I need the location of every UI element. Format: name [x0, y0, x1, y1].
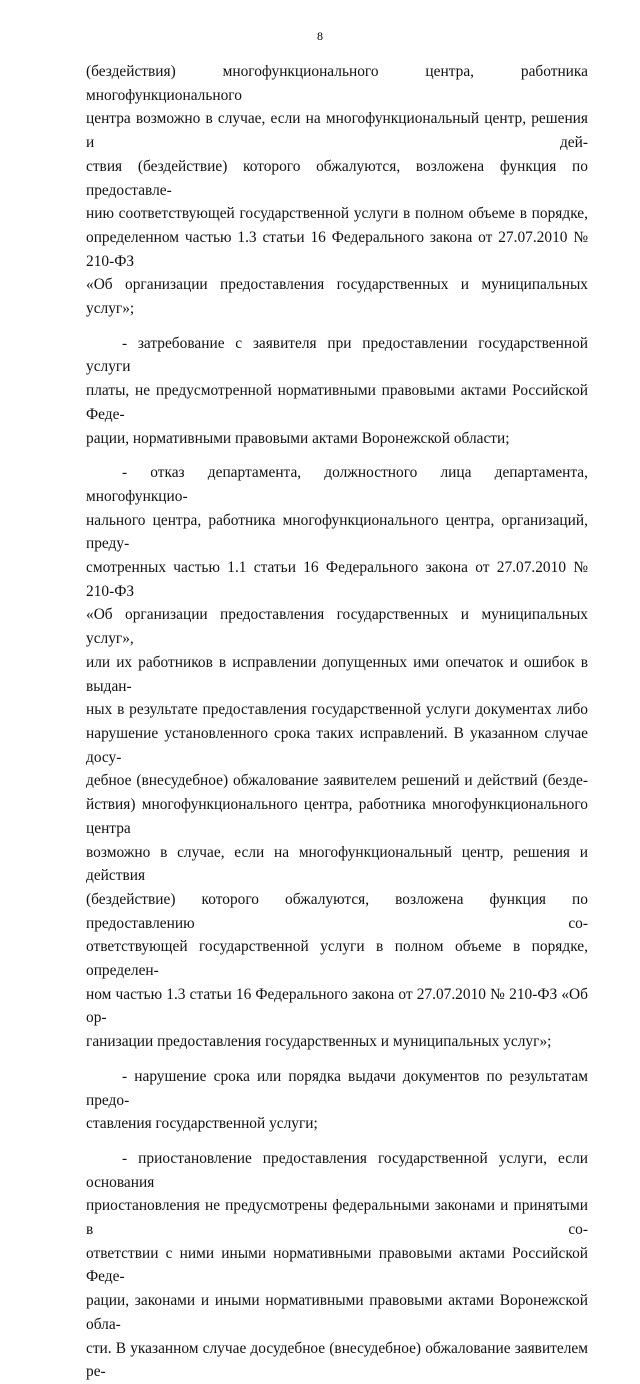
text-line: ном частью 1.3 статьи 16 Федерального закона от 27.07.2010 № 210-ФЗ «Об ор-	[86, 985, 588, 1027]
text-line: ставления государственной услуги;	[86, 1115, 318, 1133]
text-line: нального центра, работника многофункционального центра, организаций, преду-	[86, 511, 588, 553]
list-item-fee-demand	[86, 332, 588, 451]
text-line: «Об организации предоставления государственных и муниципальных услуг»,	[86, 606, 588, 648]
text-line: «Об организации предоставления государственных и муниципальных услуг»;	[86, 276, 588, 318]
text-line: центра возможно в случае, если на многофункциональный центр, решения и дей-	[86, 110, 588, 152]
text-line: йствия) многофункционального центра, работника многофункционального центра	[86, 796, 588, 837]
text-line: смотренных частью 1.1 статьи 16 Федерального закона от 27.07.2010 № 210-ФЗ	[86, 559, 588, 600]
text-line: возможно в случае, если на многофункциональный центр, решения и действия	[86, 843, 588, 885]
text-line: ганизации предоставления государственных и муниципальных услуг»;	[86, 1033, 552, 1051]
text-line: определенном частью 1.3 статьи 16 Федерального закона от 27.07.2010 № 210-ФЗ	[86, 228, 588, 270]
list-item-suspension	[86, 1147, 588, 1384]
list-item-refusal-to-correct	[86, 461, 588, 1054]
document-body	[86, 60, 588, 1384]
paragraph-continuation	[86, 60, 588, 321]
text-line: ствия (бездействие) которого обжалуются, возложена функция по предоставле-	[86, 157, 588, 199]
text-line: платы, не предусмотренной нормативными правовыми актами Российской Феде-	[86, 382, 588, 423]
text-line: дебное (внесудебное) обжалование заявителем решений и действий (безде-	[86, 772, 588, 790]
text-line: ных в результате предоставления государственной услуги документах либо	[86, 701, 588, 719]
text-line: - приостановление предоставления государственной услуги, если основания	[86, 1149, 588, 1191]
text-line: рации, законами и иными нормативными правовыми актами Воронежской обла-	[86, 1292, 588, 1333]
text-line: - затребование с заявителя при предоставлении государственной услуги	[86, 334, 588, 376]
text-line: - нарушение срока или порядка выдачи документов по результатам предо-	[86, 1067, 588, 1109]
text-line: ответствии с ними иными нормативными правовыми актами Российской Феде-	[86, 1244, 588, 1286]
text-line: рации, нормативными правовыми актами Воронежской области;	[86, 429, 510, 447]
text-line: приостановления не предусмотрены федеральными законами и принятыми в со-	[86, 1197, 588, 1239]
page-number: 8	[317, 29, 323, 43]
text-line: (бездействие) которого обжалуются, возложена функция по предоставлению со-	[86, 890, 588, 932]
text-line: нию соответствующей государственной услуги в полном объеме в порядке,	[86, 205, 588, 223]
text-line: или их работников в исправлении допущенных ими опечаток и ошибок в выдан-	[86, 653, 588, 695]
text-line: ответствующей государственной услуги в полном объеме в порядке, определен-	[86, 938, 588, 980]
text-line: - отказ департамента, должностного лица департамента, многофункцио-	[86, 464, 588, 505]
text-line: (бездействия) многофункционального центра, работника многофункционального	[86, 63, 588, 104]
text-line: нарушение установленного срока таких исправлений. В указанном случае досу-	[86, 724, 588, 766]
list-item-issuance-violation	[86, 1065, 588, 1136]
text-line: сти. В указанном случае досудебное (внесудебное) обжалование заявителем ре-	[86, 1339, 588, 1381]
